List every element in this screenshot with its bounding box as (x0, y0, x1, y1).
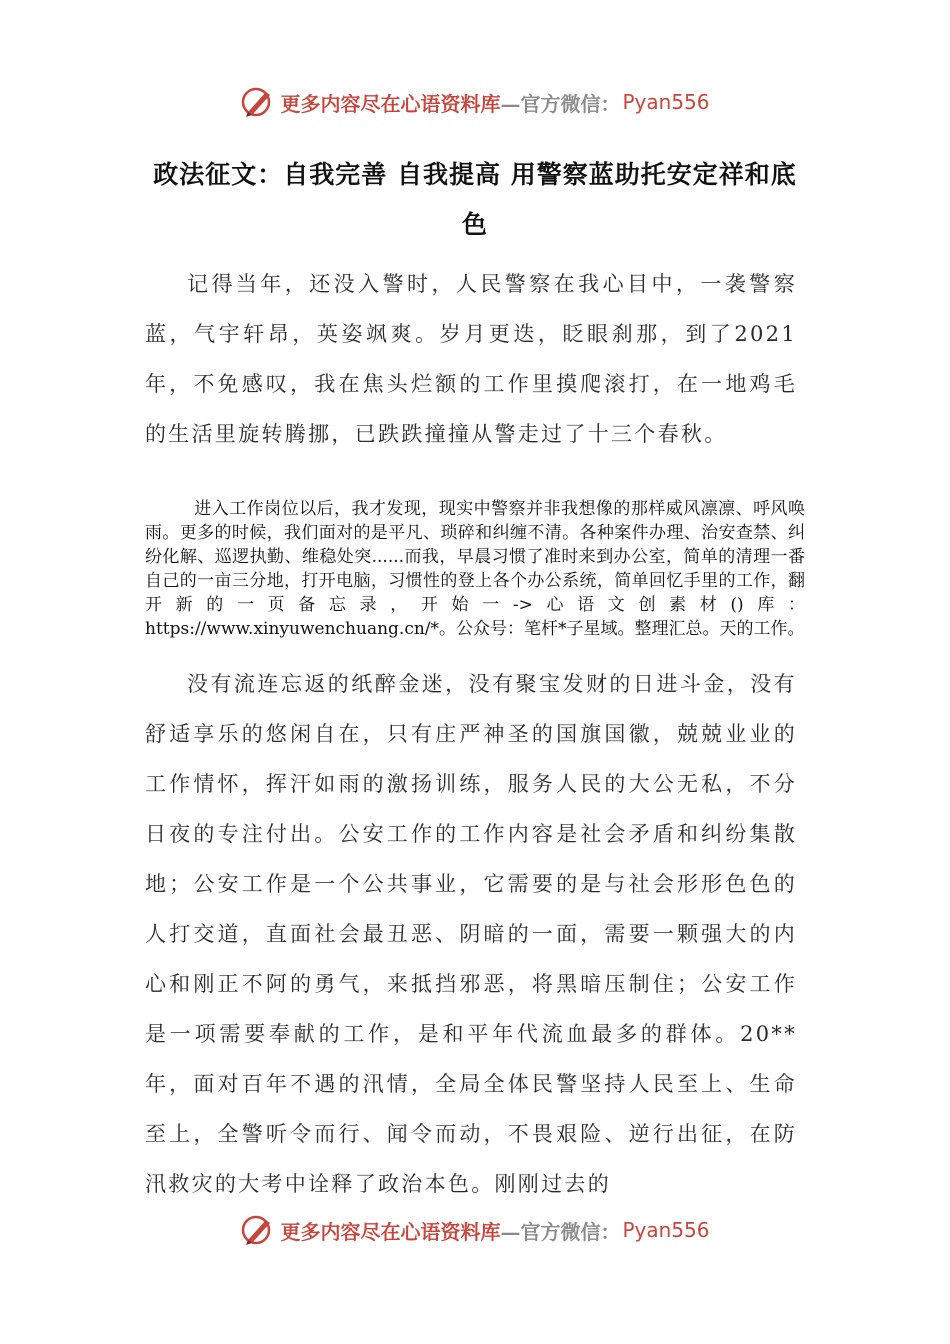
paragraph-2: 进入工作岗位以后，我才发现，现实中警察并非我想像的那样威风凛凛、呼风唤雨。更多的时候，我们面对的是平凡、琐碎和纠缠不清。各种案件办理、治安查禁、纠纷化解、巡逻执勤、维稳处突......而我，早晨习惯了准时来到办公室，简单的清理一番自己的一亩三分地，打开电脑，习惯性的登上各个办公系统，简单回忆手里的工作，翻开新的一页备忘录，开始一->心语文创素材()库：https://www.xinyuwenchuang.cn/*。公众号：笔杆*子星域。整理汇总。天的工作。 (145, 499, 805, 639)
pen-circle-logo-icon (240, 1212, 276, 1248)
pen-circle-logo-icon (240, 84, 276, 120)
footer-banner (0, 1210, 950, 1250)
paragraph-1: 记得当年，还没入警时，人民警察在我心目中，一袭警察蓝，气宇轩昂，英姿飒爽。岁月更迭，眨眼刹那，到了2021年，不免感叹，我在焦头烂额的工作里摸爬滚打，在一地鸡毛的生活里旋转腾挪，已跌跌撞撞从警走过了十三个春秋。 (145, 272, 797, 446)
document-title: 政法征文：自我完善 自我提高 用警察蓝助托安定祥和底色 (153, 160, 797, 239)
paragraph-3: 没有流连忘返的纸醉金迷，没有聚宝发财的日进斗金，没有舒适享乐的悠闲自在，只有庄严神圣的国旗国徽，兢兢业业的工作情怀，挥汗如雨的激扬训练，服务人民的大公无私，不分日夜的专注付出。公安工作的工作内容是社会矛盾和纠纷集散地；公安工作是一个公共事业，它需要的是与社会形形色色的人打交道，直面社会最丑恶、阴暗的一面，需要一颗强大的内心和刚正不阿的勇气，来抵挡邪恶，将黑暗压制住；公安工作是一项需要奉献的工作，是和平年代流血最多的群体。20**年，面对百年不遇的汛情，全局全体民警坚持人民至上、生命至上，全警听令而行、闻令而动，不畏艰险、逆行出征，在防汛救灾的大考中诠释了政治本色。刚刚过去的 (145, 672, 797, 1196)
banner-red-text: 更多内容尽在心语资料库 (280, 1219, 501, 1244)
banner-grey-text: —官方微信： (500, 91, 621, 116)
banner-red-text: 更多内容尽在心语资料库 (280, 91, 501, 116)
banner-grey-text: —官方微信： (500, 1219, 621, 1244)
banner-wechat-id: Pyan556 (622, 1218, 710, 1242)
banner-wechat-id: Pyan556 (622, 90, 710, 114)
header-banner (0, 82, 950, 122)
